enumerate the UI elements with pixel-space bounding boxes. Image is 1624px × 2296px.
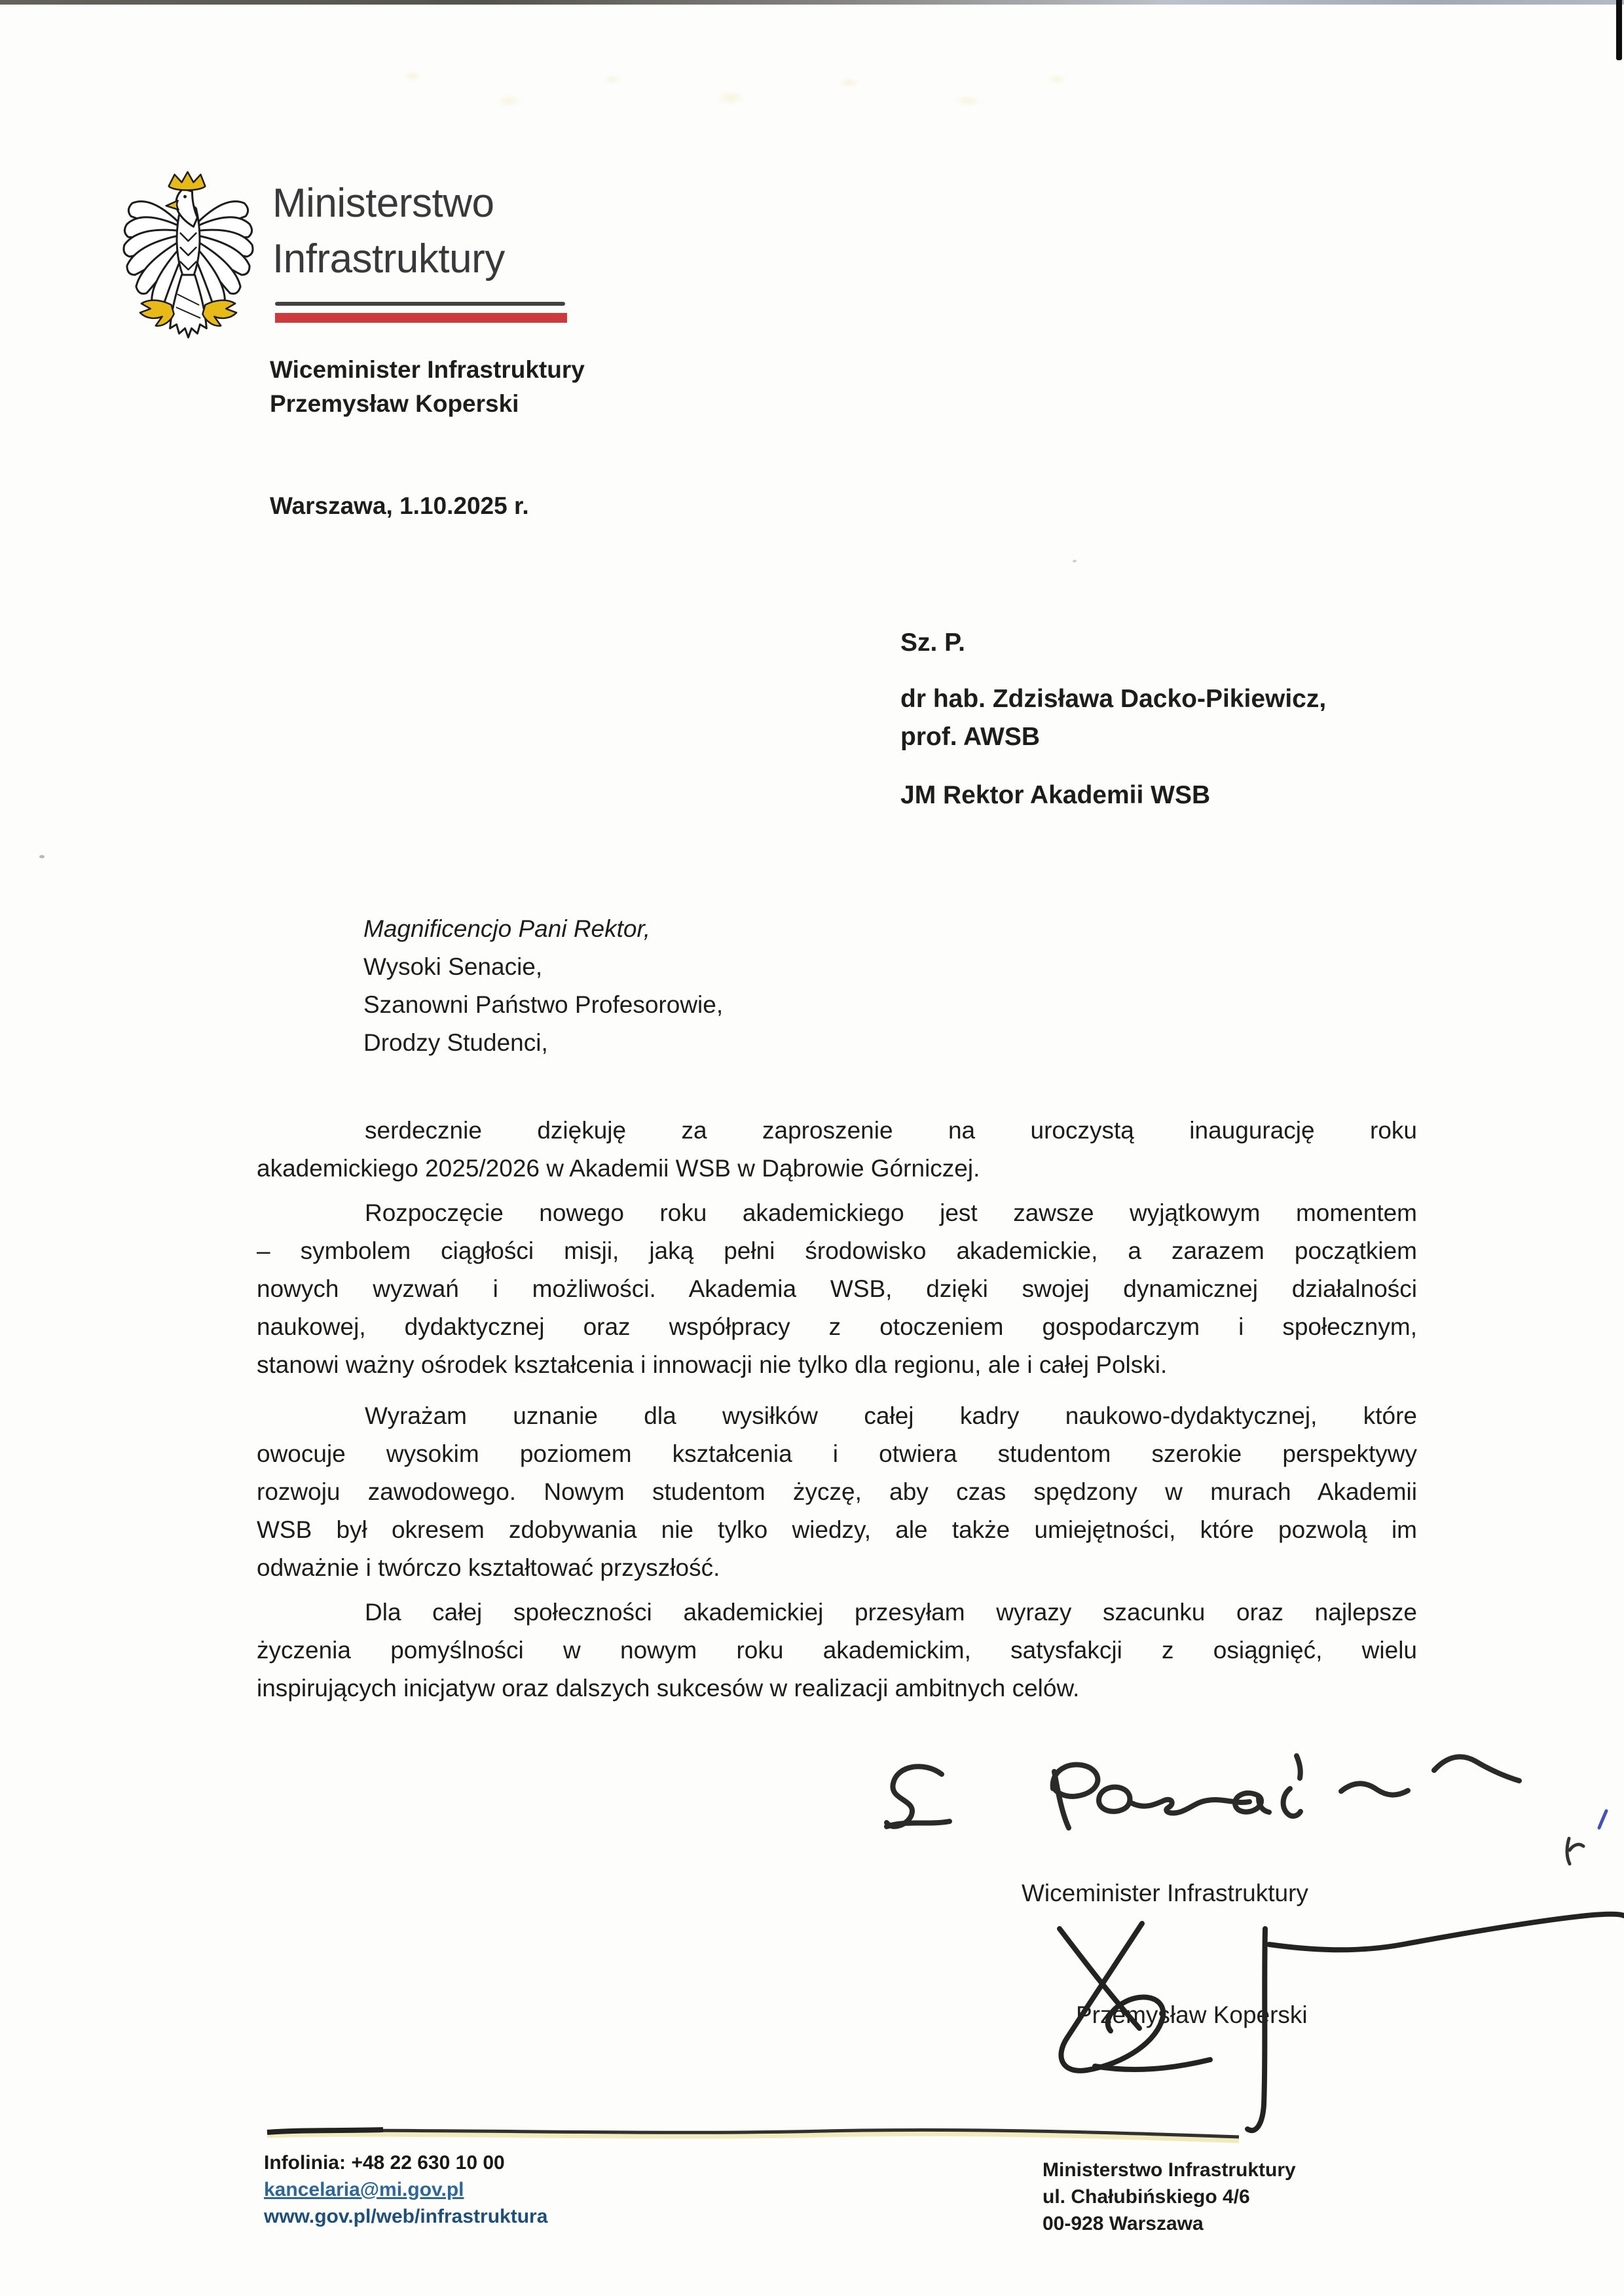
- body-line: rozwoju zawodowego. Nowym studentom życzę, aby czas spędzony w murach Akademii: [257, 1478, 1417, 1505]
- letterhead-dark-rule: [275, 302, 565, 306]
- body-line: Rozpoczęcie nowego roku akademickiego jest zawsze wyjątkowym momentem: [365, 1199, 1417, 1226]
- letterhead-red-rule: [275, 313, 567, 323]
- recipient-role: JM Rektor Akademii WSB: [900, 781, 1211, 809]
- scan-artifact-line: [262, 2121, 1244, 2147]
- body-line: Dla całej społeczności akademickiej przesyłam wyrazy szacunku oraz najlepsze: [365, 1599, 1417, 1626]
- ministry-logotype: [272, 175, 505, 287]
- footer-website: www.gov.pl/web/infrastruktura: [264, 2206, 548, 2227]
- body-line: WSB był okresem zdobywania nie tylko wiedzy, ale także umiejętności, które pozwolą im: [257, 1516, 1417, 1543]
- sender-name: Przemysław Koperski: [270, 390, 519, 417]
- body-line: naukowej, dydaktycznej oraz współpracy z otoczeniem gospodarczym i społecznym,: [257, 1313, 1417, 1340]
- footer-email: kancelaria@mi.gov.pl: [264, 2179, 464, 2200]
- scan-speck: [39, 855, 45, 858]
- body-line: akademickiego 2025/2026 w Akademii WSB w Dąbrowie Górniczej.: [257, 1155, 980, 1182]
- paragraph: [257, 1594, 1417, 1707]
- ministry-logotype-line1: Ministerstwo: [272, 181, 494, 226]
- greeting-block: [363, 910, 723, 1062]
- sender-title: Wiceminister Infrastruktury: [270, 356, 585, 383]
- footer-org-name: Ministerstwo Infrastruktury: [1043, 2159, 1296, 2181]
- small-pen-mark: [1567, 1838, 1583, 1864]
- body-line: życzenia pomyślności w nowym roku akademickim, satysfakcji z osiągnięć, wielu: [257, 1637, 1417, 1664]
- greeting-line: Wysoki Senacie,: [363, 953, 543, 980]
- body-line: inspirujących inicjatyw oraz dalszych sukcesów w realizacji ambitnych celów.: [257, 1675, 1080, 1702]
- sender-block: [270, 353, 585, 421]
- closing-typed-title: Wiceminister Infrastruktury: [1022, 1880, 1308, 1906]
- footer-address-block: [1043, 2157, 1296, 2237]
- body-line: Wyrażam uznanie dla wysiłków całej kadry naukowo-dydaktycznej, które: [365, 1402, 1417, 1429]
- body-line: owocuje wysokim poziomem kształcenia i otwiera studentom szerokie perspektywy: [257, 1440, 1417, 1467]
- footer-street: ul. Chałubińskiego 4/6: [1043, 2186, 1250, 2208]
- polish-eagle-emblem-icon: [118, 170, 258, 340]
- scan-top-edge-line: [0, 0, 1624, 5]
- ministry-logotype-line2: Infrastruktury: [272, 236, 505, 282]
- body-line: stanowi ważny ośrodek kształcenia i innowacji nie tylko dla regionu, ale i całej Polski.: [257, 1351, 1168, 1378]
- letter-body: [257, 1112, 1417, 1707]
- body-line: serdecznie dziękuję za zaproszenie na uroczystą inaugurację roku: [365, 1117, 1417, 1144]
- closing-typed-name: Przemysław Koperski: [1076, 2001, 1308, 2028]
- blue-pen-dash: [1599, 1811, 1606, 1828]
- paragraph: [257, 1194, 1417, 1384]
- body-line: – symbolem ciągłości misji, jaką pełni środowisko akademickie, a zarazem początkiem: [257, 1237, 1417, 1264]
- recipient-block: [900, 624, 1326, 814]
- greeting-line: Magnificencjo Pani Rektor,: [363, 915, 651, 942]
- greeting-line: Drodzy Studenci,: [363, 1029, 548, 1056]
- recipient-name: dr hab. Zdzisława Dacko-Pikiewicz,: [900, 685, 1327, 713]
- footer-city: 00-928 Warszawa: [1043, 2213, 1204, 2234]
- erased-text-band: [354, 50, 1094, 132]
- footer-contact-block: [264, 2149, 547, 2230]
- footer-infoline: Infolinia: +48 22 630 10 00: [264, 2152, 505, 2174]
- greeting-line: Szanowni Państwo Profesorowie,: [363, 991, 724, 1018]
- recipient-honorific: Sz. P.: [900, 629, 966, 657]
- scan-speck: [1073, 560, 1077, 562]
- paragraph: [257, 1397, 1417, 1587]
- body-line: nowych wyzwań i możliwości. Akademia WSB, dzięki swojej dynamicznej działalności: [257, 1275, 1417, 1302]
- handwritten-closing-and-signature: [864, 1728, 1624, 2160]
- body-line: odważnie i twórczo kształtować przyszłość.: [257, 1554, 720, 1581]
- dateline: Warszawa, 1.10.2025 r.: [270, 492, 529, 519]
- recipient-name-cont: prof. AWSB: [900, 723, 1041, 751]
- paragraph: [257, 1112, 1417, 1188]
- scan-corner-mark: [1616, 0, 1622, 60]
